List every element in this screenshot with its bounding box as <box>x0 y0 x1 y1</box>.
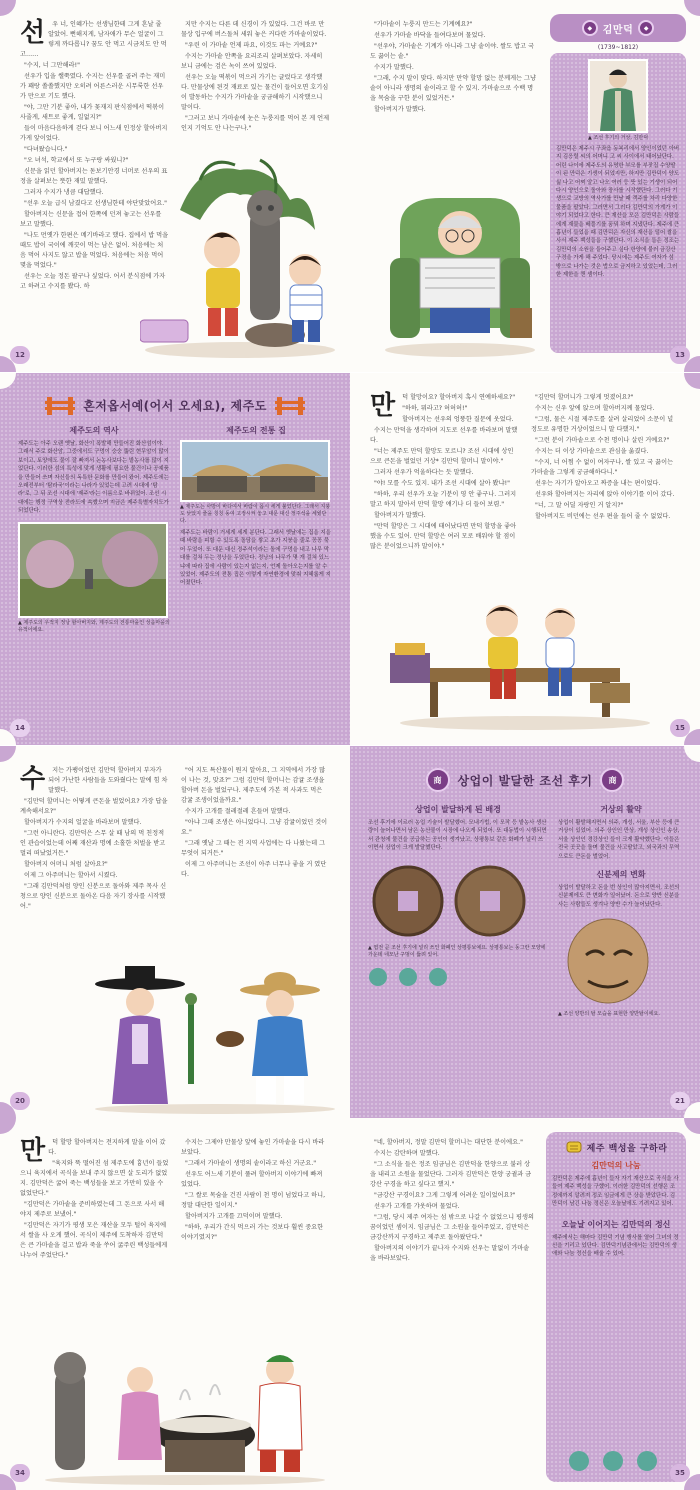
page-20 <box>0 746 350 1118</box>
page-corner <box>684 746 700 762</box>
section-heading: 오늘날 이어지는 김만덕의 정신 <box>561 1219 671 1229</box>
section-text: 김만덕은 제주에 흉년이 들자 자기 재산으로 곡식을 사 들여 제주 백성을 구했어. 이러한 김만덕의 선행은 조정에까지 알려져 정조 임금에게 큰 상을 받았단다. 김만덕이 남긴 나눔 정신은 오늘날에도 기려지고 있어. <box>552 1176 679 1208</box>
story-paragraph: 선우가 가마솥 바닥을 들여다보며 물었다. <box>374 32 486 39</box>
story-paragraph: 그러자 수지가 냉큼 대답했다. <box>24 189 104 196</box>
story-paragraph: "어 지도 특산물이 뭔지 알아요, 그 지역에서 가장 많이 나는 것, 맞죠?" 그럼 김만덕 할머니는 감귤 조생을 할아버 돈을 벌었구나. 제주도에 가본 적 사과도 먹은 감귤 조생이었을까요." <box>181 767 326 804</box>
page-21 <box>350 746 700 1118</box>
decorative-medal-icon: ◆ <box>638 20 654 36</box>
historic-site-photo <box>18 522 168 618</box>
history-column <box>18 421 170 634</box>
story-paragraph: 수지가 고개를 절레절레 흔들며 말했다. <box>185 808 291 815</box>
save-jeju-people-panel <box>546 1132 686 1482</box>
page-number: 21 <box>670 1092 690 1110</box>
story-paragraph: 수지가 말했다. <box>374 64 414 71</box>
drop-cap: 만 <box>20 1136 46 1166</box>
story-paragraph: "그래서 가마솥이 생명의 솥이라고 하신 거군요." <box>185 1160 317 1167</box>
story-paragraph: "그런 아니란다. 김만덕은 스무 살 때 남의 먹 친정적인 관습이었는데 어째 재산과 명예 소홀한 처벌을 받고 멀리 떠났었거든." <box>20 830 166 857</box>
story-paragraph: 수지는 가마솥 안쪽을 요리조리 살펴보았다. 자세히 보니 금에는 검은 녹이 쓰여 있었다. <box>181 53 323 70</box>
story-paragraph: "야, 그만 기분 좋아, 내가 꽃재지 판식점에서 떡볶이 사줄게, 새트로 좋게, 일없지?" <box>20 104 165 121</box>
story-paragraph: "야! 모를 수도 있지. 내가 조선 시대에 살아 봤냐!" <box>374 480 510 487</box>
story-paragraph: "육지와 뚝 떨어진 섬 제주도에 흉년이 들었으니 육지에서 곡식을 보내 주지 않으면 살 도리가 없었지. 김만덕은 굶어 죽는 백성들을 보고 가만히 있을 수 없었단다." <box>20 1160 169 1197</box>
section-text: 조선 후기에 이르러 농업 기술이 발달했어. 모내기법, 이 모작 등 밭농사 생산량이 늘어나면서 남은 농산물이 시장에 나오게 되었어. 또 대동법이 시행되면서 관청에 물건을 공급하는 공인이 생겨났고, 상평통보 같은 화폐가 널리 쓰이면서 상업이 크게 발달했단다. <box>368 820 547 852</box>
story-column-left <box>20 1138 169 1262</box>
story-paragraph: 수지는 만덕을 생각하며 지도로 선우를 바라보며 말했다. <box>370 427 518 444</box>
decorative-medal-icon: ◆ <box>582 20 598 36</box>
story-paragraph: "만덕 할망은 그 시대에 태어났다면 만덕 할망을 좋아했을 수도 있어. 만덕 할망은 여러 모로 배워야 할 점이 많은 분이었으니까 말이야." <box>370 523 517 550</box>
panel-title: 제주 백성을 구하라 <box>586 1143 668 1154</box>
story-column-left <box>370 393 519 553</box>
story-paragraph: 선우는 오늘 떡볶이 먹으러 가기는 글렀다고 생각했다. 만물상에 된것 재료로 있는 물건이 들어오면 호기심이 발동하는 수지가 가마솥을 궁금해하기 시작했으니 말이다. <box>181 74 329 111</box>
photo-caption: ▲ 제주도는 사방이 바다여서 바람이 몹시 세게 불었단다. 그래서 지붕도 낮았지 줄을 칭칭 동여 고정시켜 놓고 대문 대신 정주석을 세웠단다. <box>180 504 331 524</box>
story-paragraph: 덕 할망 할아버지는 전지하게 말을 이어 갔다. <box>48 1139 166 1156</box>
story-paragraph: "그런 분이 가마솥으로 수천 명이나 살린 거예요?" <box>535 437 670 444</box>
page-corner <box>684 0 700 16</box>
story-paragraph: 지만 수지는 다른 데 신경이 가 있었다. 그건 바로 만물상 입구에 버스돌처 세워 놓은 커다란 가마솥이었다. <box>181 21 327 38</box>
story-paragraph: "그럼, 물은 시절 제주도를 살려 살리었어 소문이 널 정도로 유명한 거상이었으니 말 다했지." <box>531 416 674 433</box>
story-paragraph: "선우 오늘 급식 남겼다고 선생님한테 야단맞았어요." <box>24 200 168 207</box>
page-number: 34 <box>10 1464 30 1482</box>
page-number: 20 <box>10 1092 30 1110</box>
jeongnang-gate-icon <box>275 395 305 415</box>
drop-cap: 수 <box>20 764 46 794</box>
story-paragraph: "하하, 뭐라고? 허허허!" <box>402 405 468 412</box>
drop-cap: 선 <box>20 18 46 48</box>
story-paragraph: 수지는 그제야 만물상 앞에 놓인 가마솥을 다시 바라보았다. <box>181 1139 325 1156</box>
section-heading: 제주도의 전통 집 <box>226 426 286 435</box>
page-title: 혼저옵서예(어서 오세요), 제주도 <box>83 398 267 413</box>
story-paragraph: 선우와 할아버지는 자리에 앉아 이야기를 이어 갔다. <box>535 491 675 498</box>
merchant-column <box>558 800 684 1018</box>
story-paragraph: "선우야, 가마솥은 기계가 아니라 그냥 솥이야. 쌀도 밥고 국도 끓이는 솥." <box>370 43 534 60</box>
page-number: 13 <box>670 346 690 364</box>
section-heading: 김만덕의 나눔 <box>591 1161 641 1170</box>
story-paragraph: "하하, 우리가 간식 먹으러 가는 것보다 훨씬 중요한 이야기였지?" <box>181 1224 324 1241</box>
page-14 <box>0 373 350 745</box>
story-paragraph: 우 너, 인혜가는 선생님한테 그게 혼날 줄 알았어. 뻔해지게, 남자애가 무슨 얼굴이 그렇게 까다롭니? 꿈도 안 먹고 시금치도 안 먹고…… <box>20 21 167 58</box>
panel-body <box>550 53 686 353</box>
story-paragraph: "그래 김만덕처럼 양인 신분으로 돌아와 제주 목사 신청으로 양인 신분으로 돌아온 다음 자기 장사를 시작했어." <box>20 883 167 910</box>
thatched-house-photo <box>180 440 330 502</box>
panel-text: 김만덕은 제주시 구좌읍 동복리에서 양인이었던 아버지 김응렬 씨의 어머니 고 씨 사이에서 태어났단다. 어린 나이에 제주도의 유명한 부모를 부잣집 수양딸이 된 만덕은 기생이 되었지만, 하지만 김만덕이 양도 싫 나고 어찌 알고 나오 여러 등 뜻 있는 기생이 되어 다시 양인으로 돌아와 장사를 시작했단다. 그러다 기생으로 교방의 역사가를 만날 때 객주를 차리 다양한 물품을 팔았다. 그러면서 그러다 김만덕의 가게가 이야기 되었다고 한다. 큰 재산을 모은 김만덕은 사람들에게 재물을 베풀기를 꿈꿔 하며 지냈단다. 제주에 큰 흉년이 들었을 때 김만덕은 자신의 재산을 털어 쌀을 사서 제주 백성들을 구했단다. 이 소식을 들은 정조는 김만덕의 소원을 들어주고 싶다 한양에 불러 금강산 구경을 가게 해 주었다. 당시에는 제주도 여자가 섬 밖으로 나가는 것은 법으로 금지하고 있었는데, 그러한 제한을 깬 셈이다. <box>556 146 680 279</box>
story-paragraph: "나도 먼옛가 한편은 메기바라고 했다. 집에서 밥 먹을 때도 밥이 국이에 깨끗이 먹는 남은 없어. 처음에는 처음 먹어 사지도 않고 밥을 먹었다. 처음에는 처음 먹어 몇을 먹었다." <box>20 232 169 269</box>
photo-caption: ▲ 제주도의 우적지 정낭 할아버지와, 제주도의 전통마을인 성읍마을의 유적이에요. <box>18 619 170 633</box>
story-paragraph: 할아버지가 말했다. <box>374 106 426 113</box>
page-title-bar <box>0 395 350 415</box>
story-paragraph: "오 녀석, 학교에서 또 누구랑 싸웠니?" <box>24 157 129 164</box>
section-heading: 신분제의 변화 <box>596 870 646 880</box>
story-paragraph: "네, 할아버지, 정말 김만덕 할머니는 대단한 분이에요." <box>374 1139 523 1146</box>
story-paragraph: 이제 그 아주머니는 할아서 시켰다. <box>24 872 118 879</box>
story-paragraph: "그러고 보니 가마솥에 눈은 누룽지를 먹어 본 게 언제인지 기억도 안 나는구나." <box>181 115 330 132</box>
page-title-bar <box>350 768 700 792</box>
panel-years: (1739~1812) <box>597 44 639 51</box>
section-text: 제주도는 바람이 거세게 세게 분단다. 그래서 옛날에는 집을 지을 때 바람을 피할 수 있도록 돌담을 쌓고 초가 지붕을 줄로 꽁꽁 묶어 두었어. 또 대문 대신 정주석이라는 돌에 구멍을 내고 나무 막대를 걸쳐 두는 정낭을 두었단다. 정낭의 나무가 몇 개 걸쳐 있느냐에 따라 집에 사람이 있는지 없는지, 언제 돌아오는지를 알 수 있었어. 제주도의 전통 집은 이렇게 자연환경에 맞춰 지혜롭게 지어졌단다. <box>180 530 331 587</box>
story-paragraph: "그 쌀로 목숨을 건진 사람이 천 명이 넘었다고 하니, 정말 대단한 일이지." <box>181 1192 326 1209</box>
story-paragraph: "김만덕은 자기가 평생 모은 재산을 모두 털어 육지에서 쌀을 사 오게 했어. 곡식이 제주에 도착하자 김만덕은 큰 가마솥을 걸고 밥과 죽을 쑤어 굶주린 백성들에게 나누어 주었단다." <box>20 1222 168 1259</box>
story-paragraph: 할아버지가 고개를 끄덕이며 말했다. <box>185 1213 283 1220</box>
portrait-image <box>590 61 646 131</box>
mask-caption: ▲ 조선 양반의 탈 모습을 표현한 양반탈이에요. <box>558 1011 660 1018</box>
page-corner <box>684 1118 700 1134</box>
kim-mandeok-panel <box>550 14 686 364</box>
thatched-house-image <box>182 442 328 500</box>
page-corner <box>0 373 16 389</box>
story-paragraph: 할아버지가 수지의 얼굴을 바라보며 말했다. <box>24 819 142 826</box>
decorative-medal-icon: 商 <box>600 768 624 792</box>
grandfather-armchair-illustration <box>380 178 540 358</box>
story-paragraph: 들이 마음다음하게 걷다 보니 어느새 인정상 할아버지 가게 앞이었다. <box>20 125 168 142</box>
story-paragraph: 선우가 고개를 갸웃하며 물었다. <box>374 1203 460 1210</box>
kids-on-bench-illustration <box>390 573 660 733</box>
section-text: 상업이 발달하고 돈을 번 상인이 많아지면서, 조선의 신분제에도 큰 변화가 일어났어. 돈으로 양반 신분을 사는 사람들도 생겨나 양반 수가 늘어났단다. <box>558 885 680 908</box>
story-paragraph: 덕 할망이요? 할아버지 혹시 연예하세요?" <box>402 394 516 401</box>
decorative-medal-icon: 商 <box>426 768 450 792</box>
traditional-house-column <box>180 421 332 588</box>
page-12 <box>0 0 350 372</box>
story-paragraph: 지는 가팽이었던 김만덕 할아버지 부자가 되어 가난한 사람들을 도와줬다는 말에 힘 차 말했다. <box>48 767 168 794</box>
story-paragraph: 할아버지는 신문을 접어 한쪽에 던져 놓고는 선우를 보고 말했다. <box>20 211 162 228</box>
page-title: 상업이 발달한 조선 후기 <box>457 773 593 788</box>
story-paragraph: "가마솥이 누룽지 만드는 기계예요?" <box>374 21 473 28</box>
story-paragraph: 할아버지의 이야기가 끝나자 수지와 선우는 말없이 가마솥을 바라보았다. <box>370 1245 530 1262</box>
story-column-left <box>20 766 169 913</box>
story-column-right <box>181 766 330 913</box>
scroll-icon <box>565 1138 583 1156</box>
story-paragraph: "김만덕 할머니가 그렇게 멋졌어요?" <box>535 394 634 401</box>
sangpyeong-tongbo-coins-image <box>368 863 538 939</box>
page-13 <box>350 0 700 372</box>
story-paragraph: 할아버지 어머니 처럼 살아요?" <box>24 861 108 868</box>
section-heading: 상업이 발달하게 된 배경 <box>415 805 501 814</box>
page-corner <box>0 0 16 16</box>
story-paragraph: 이제 그 아주머니는 조선이 아주 너무나 좋을 거 였단다. <box>181 861 327 878</box>
page-number: 35 <box>670 1464 690 1482</box>
story-paragraph: "너, 그 말 어딜 자랑인 거 알지?" <box>535 502 624 509</box>
story-paragraph: "그럼, 당시 제주 여자는 섬 밖으로 나갈 수 없었으니 평생의 꿈이었던 셈이지. 임금님은 그 소원을 들어주었고, 김만덕은 금강산까지 구경하고 제주로 돌아왔단다." <box>370 1214 534 1241</box>
section-text: 상업이 활발해지면서 의주, 개성, 서울, 부산 등에 큰 거상이 있었어. 의주 상인인 만상, 개성 상인인 송상, 서울 상인인 경강상인 들이 크게 활약했단다. 이들은 전국 곳곳을 돌며 물건을 사고팔았고, 외국과의 무역으로도 큰돈을 벌었어. <box>558 820 680 860</box>
story-column <box>370 20 538 116</box>
jeongnang-gate-icon <box>45 395 75 415</box>
page-number: 15 <box>670 719 690 737</box>
page-corner <box>684 373 700 389</box>
page-corner <box>0 1118 16 1134</box>
story-paragraph: 할아버지는 선우의 엉뚱한 질문에 웃었다. <box>402 416 514 423</box>
story-column-right <box>181 1138 330 1262</box>
story-paragraph: 신문을 읽던 할아버지는 돋보기안경 너머로 선우의 표정을 살펴보는 뜻한 재밌 말했다. <box>20 168 168 185</box>
section-heading: 제주도의 역사 <box>69 426 119 435</box>
panel-title: 김만덕 <box>602 24 634 36</box>
joseon-merchants-illustration <box>90 964 340 1114</box>
page-number: 12 <box>10 346 30 364</box>
page-15 <box>350 373 700 745</box>
story-paragraph: "너는 제주도 만덕 할망도 모르니? 조선 시대에 상인으로 큰돈을 벌었던 거상* 김만덕 할머니 말이야." <box>370 448 514 465</box>
section-heading: 거상의 활약 <box>600 805 642 814</box>
section-text: 제주도는 아주 오랜 옛날, 화산이 폭발해 만들어진 화산섬이야. 그래서 주로 화산암, 그중에서도 구멍이 숭숭 뚫린 현무암이 많이 보이고, 토양에도 물이 잘 빠져서 논농사보다는 밭농사를 많이 지었단다. 이러한 섬의 특성에 맞게 생활에 필요한 물건이나 공예품을 만들어 쓰며 자신들의 독특한 문화를 만들어 왔어. 제주도에는 오래전부터 '탐라국'이라는 나라가 있었는데 고려 시대에 '탐라'로, 그 뒤 조선 시대에 '제주'라는 이름으로 바뀌었어. 조선 시대에는 행정 구역상 전라도에 속했으며 지금은 제주특별자치도가 되었단다. <box>18 441 169 515</box>
story-paragraph: "김만덕은 가마솥을 준비하였는데 그 돈으로 사서 해야지 제주로 보냈어." <box>20 1201 165 1218</box>
story-paragraph: 그러자 선우가 억울하다는 듯 말했다. <box>374 469 474 476</box>
story-paragraph: 수지는 더 이상 가마솥으로 관심을 옮겼다. <box>535 448 649 455</box>
decorative-pattern-icon <box>368 967 448 987</box>
story-paragraph: "그래 옛날 그 때는 전 지역 사업에는 다 나왔는데 그 무엇이 되거든." <box>181 840 326 857</box>
story-paragraph: "다녀왔습니다." <box>24 146 68 153</box>
gamasot-rice-sharing-illustration <box>40 1340 330 1485</box>
story-paragraph: 선우는 오늘 정돈 팔구나 싶었다. 어서 분식점에 가자고 하려고 수지를 봤다. 하 <box>20 273 166 290</box>
story-paragraph: "김만덕 할머니는 어떻게 큰돈을 벌었어요? 가장 답을 계속해서요?" <box>20 798 168 815</box>
portrait-caption: ▲ 조선 후기의 거상, 김만덕 <box>587 135 649 141</box>
panel-header <box>550 14 686 42</box>
story-paragraph: 할아버지도 비던에는 선우 편을 들어 줄 수 없었다. <box>535 513 671 520</box>
story-paragraph: "그래, 수지 말이 맞다. 하지만 만약 할망 없는 분께게는 그냥 솥이 아니라 생명의 솥이라고 할 수 있지. 가마솥으로 수백 명을 목숨을 구한 분이 있었거든." <box>370 75 536 102</box>
page-34 <box>0 1118 350 1490</box>
story-column-right <box>531 393 680 553</box>
story-paragraph: 수지는 신우 앞에 앉으며 할아버지께 물었다. <box>535 405 655 412</box>
story-paragraph: "하하, 우리 선우가 오늘 기분이 영 안 좋구나. 그러지 말고 하지 말아서 만덕 할망 얘기나 더 들어 보렴." <box>370 491 517 508</box>
story-paragraph: "그 소식을 들은 정조 임금님은 김만덕을 한양으로 불러 상을 내리고 소원을 물었단다. 그러자 김만덕은 한양 궁궐과 금강산 구경을 하고 싶다고 했지." <box>370 1161 532 1188</box>
story-paragraph: 할아버지가 말했다. <box>374 512 426 519</box>
yangban-mask-image <box>558 915 678 1005</box>
coin-caption: ▲ 엽전 곧 조선 후기에 널리 쓰인 화폐인 상평통보예요. 상평통보는 동그란 모양에 가운데 네모난 구멍이 뚫려 있어. <box>368 944 546 958</box>
drop-cap: 만 <box>370 391 396 421</box>
decorative-pattern-icon <box>568 1450 658 1472</box>
panel-header <box>552 1138 680 1156</box>
story-paragraph: "우린 이 가마솥 언제 파요, 이것도 파는 거예요?" <box>185 42 318 49</box>
story-paragraph: 선우가 입을 쌜쭉였다. 수지는 선우를 골려 주는 재미가 꽤랑 쏠쏠했지만 오히려 어른스러운 시무룩한 선우가 만으로 기도 했다. <box>20 73 166 100</box>
story-column <box>370 1138 535 1265</box>
background-column <box>368 800 548 991</box>
portrait-photo <box>588 59 648 133</box>
story-paragraph: "아냐 그때 조생은 아니었다니. 그냥 감귤이었던 것이요." <box>181 819 328 836</box>
page-corner <box>0 746 16 762</box>
story-paragraph: "수지, 너 그만해라!" <box>24 62 80 69</box>
page-number: 14 <box>10 719 30 737</box>
story-paragraph: 선우도 어느새 기분이 풀려 할아버지 이야기에 빠져 있었다. <box>181 1171 323 1188</box>
section-text: 제주에서는 해마다 김만덕 기념 행사를 열어 그녀의 정신을 기리고 있단다. 김만덕기념관에서는 김만덕의 생애와 나눔 정신을 배울 수 있어. <box>552 1234 679 1258</box>
page-35 <box>350 1118 700 1490</box>
story-paragraph: "금강산 구경이요? 그게 그렇게 어려운 일이었어요?" <box>374 1192 516 1199</box>
historic-site-image <box>20 524 166 616</box>
story-paragraph: 수지는 감탄하며 말했다. <box>374 1150 440 1157</box>
story-paragraph: "수지, 너 어쩜 수 없이 여자구나, 쌀 있고 국 끓이는 가마솥을 그렇게 궁금해하다니." <box>531 459 674 476</box>
story-paragraph: 선우는 자기가 알아오고 짜증을 내는 편이었다. <box>535 480 661 487</box>
kids-stone-statue-illustration <box>140 150 340 360</box>
